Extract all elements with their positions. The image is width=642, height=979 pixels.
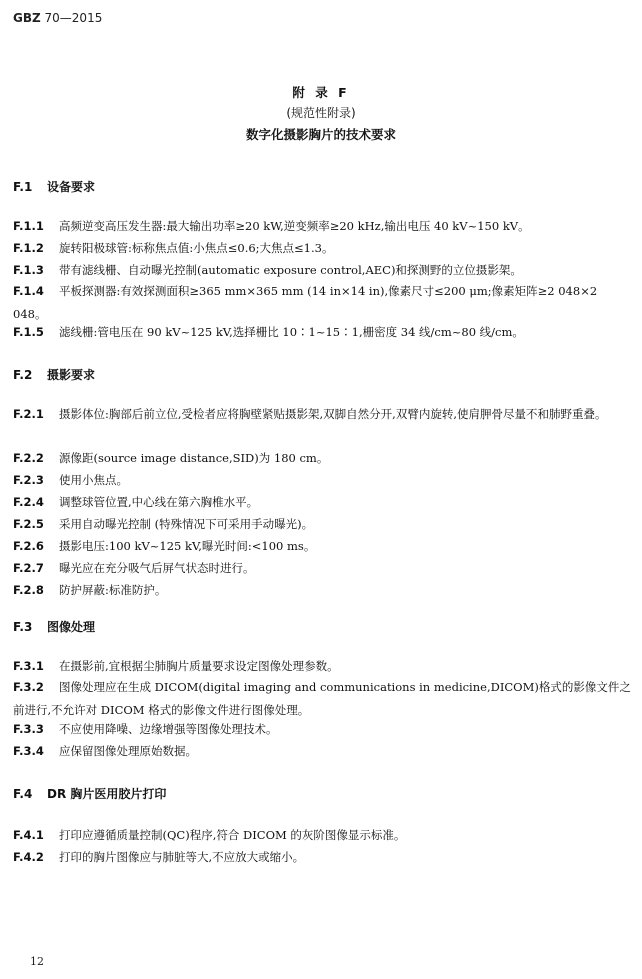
appendix-name: 数字化摄影胸片的技术要求	[245, 127, 396, 142]
clause-number: F.1.1	[13, 219, 44, 233]
clause-text: 旋转阳极球管:标称焦点值:小焦点≤0.6;大焦点≤1.3。	[59, 241, 334, 255]
clause-number: F.2.2	[13, 451, 44, 465]
clause-f3-1	[13, 658, 631, 674]
clause-number: F.1.4	[13, 284, 44, 298]
clause-number: F.2.3	[13, 473, 44, 487]
clause-number: F.2.7	[13, 561, 44, 575]
clause-text: 带有滤线栅、自动曝光控制(automatic exposure control,AEC)和探测野的立位摄影架。	[59, 263, 522, 277]
section-number: F.3	[13, 620, 33, 634]
clause-text: 使用小焦点。	[59, 473, 128, 487]
clause-text: 摄影电压:100 kV~125 kV,曝光时间:<100 ms。	[59, 539, 316, 553]
clause-text: 图像处理应在生成 DICOM(digital imaging and communications in medicine,DICOM)格式的影像文件之前进行,不允许对 DICOM 格式的影像文件进行图像处理。	[13, 680, 631, 717]
clause-number: F.3.1	[13, 659, 44, 673]
clause-f2-5	[13, 516, 631, 532]
clause-f2-6	[13, 538, 631, 554]
clause-number: F.2.8	[13, 583, 44, 597]
clause-f4-2	[13, 849, 631, 865]
clause-number: F.2.1	[13, 407, 44, 421]
clause-number: F.4.1	[13, 828, 44, 842]
clause-f4-1	[13, 827, 631, 843]
clause-number: F.2.6	[13, 539, 44, 553]
clause-number: F.1.3	[13, 263, 44, 277]
clause-number: F.1.5	[13, 325, 44, 339]
clause-text: 防护屏蔽:标准防护。	[59, 583, 167, 597]
section-heading-f1	[13, 178, 95, 195]
section-title: 设备要求	[47, 180, 96, 194]
section-number: F.2	[13, 368, 33, 382]
clause-number: F.3.4	[13, 744, 44, 758]
clause-text: 平板探测器:有效探测面积≥365 mm×365 mm (14 in×14 in),像素尺寸≤200 μm;像素矩阵≥2 048×2 048。	[13, 284, 598, 321]
clause-f1-5	[13, 324, 631, 340]
clause-number: F.3.2	[13, 680, 44, 694]
section-title: 摄影要求	[47, 368, 96, 382]
clause-text: 打印应遵循质量控制(QC)程序,符合 DICOM 的灰阶图像显示标准。	[59, 828, 406, 842]
section-heading-f2	[13, 366, 95, 383]
clause-text: 不应使用降噪、边缘增强等图像处理技术。	[59, 722, 278, 736]
clause-f1-4	[13, 280, 631, 326]
clause-f3-4	[13, 743, 631, 759]
clause-text: 高频逆变高压发生器:最大输出功率≥20 kW,逆变频率≥20 kHz,输出电压 40 kV~150 kV。	[59, 219, 530, 233]
clause-number: F.2.4	[13, 495, 44, 509]
appendix-title: 附 录 F	[292, 85, 350, 100]
section-title: 图像处理	[47, 620, 96, 634]
clause-f3-3	[13, 721, 631, 737]
standard-year: 70—2015	[44, 11, 103, 25]
appendix-type: (规范性附录)	[286, 106, 356, 120]
clause-f1-1	[13, 218, 631, 234]
section-number: F.1	[13, 180, 33, 194]
running-header	[13, 11, 102, 25]
clause-text: 滤线栅:管电压在 90 kV~125 kV,选择栅比 10∶1~15∶1,栅密度 34 线/cm~80 线/cm。	[59, 325, 524, 339]
clause-number: F.1.2	[13, 241, 44, 255]
clause-f2-8	[13, 582, 631, 598]
clause-f1-2	[13, 240, 631, 256]
clause-f2-3	[13, 472, 631, 488]
clause-text: 源像距(source image distance,SID)为 180 cm。	[59, 451, 329, 465]
section-heading-f4	[13, 785, 166, 802]
clause-f2-4	[13, 494, 631, 510]
clause-number: F.2.5	[13, 517, 44, 531]
clause-f1-3	[13, 262, 631, 278]
clause-f3-2	[13, 676, 631, 722]
clause-text: 调整球管位置,中心线在第六胸椎水平。	[59, 495, 259, 509]
standard-code: GBZ	[13, 11, 41, 25]
clause-f2-7	[13, 560, 631, 576]
section-number: F.4	[13, 787, 33, 801]
clause-text: 打印的胸片图像应与肺脏等大,不应放大或缩小。	[59, 850, 305, 864]
clause-text: 在摄影前,宜根据尘肺胸片质量要求设定图像处理参数。	[59, 659, 339, 673]
clause-text: 应保留图像处理原始数据。	[59, 744, 197, 758]
clause-f2-2	[13, 450, 631, 466]
clause-number: F.3.3	[13, 722, 44, 736]
clause-f2-1	[13, 403, 631, 426]
section-heading-f3	[13, 618, 95, 635]
page-number: 12	[30, 955, 44, 968]
section-title: DR 胸片医用胶片打印	[47, 787, 167, 801]
clause-text: 采用自动曝光控制 (特殊情况下可采用手动曝光)。	[59, 517, 314, 531]
clause-text: 曝光应在充分吸气后屏气状态时进行。	[59, 561, 255, 575]
clause-number: F.4.2	[13, 850, 44, 864]
clause-text: 摄影体位:胸部后前立位,受检者应将胸壁紧贴摄影架,双脚自然分开,双臂内旋转,使肩胛骨尽量不和肺野重叠。	[59, 407, 607, 421]
